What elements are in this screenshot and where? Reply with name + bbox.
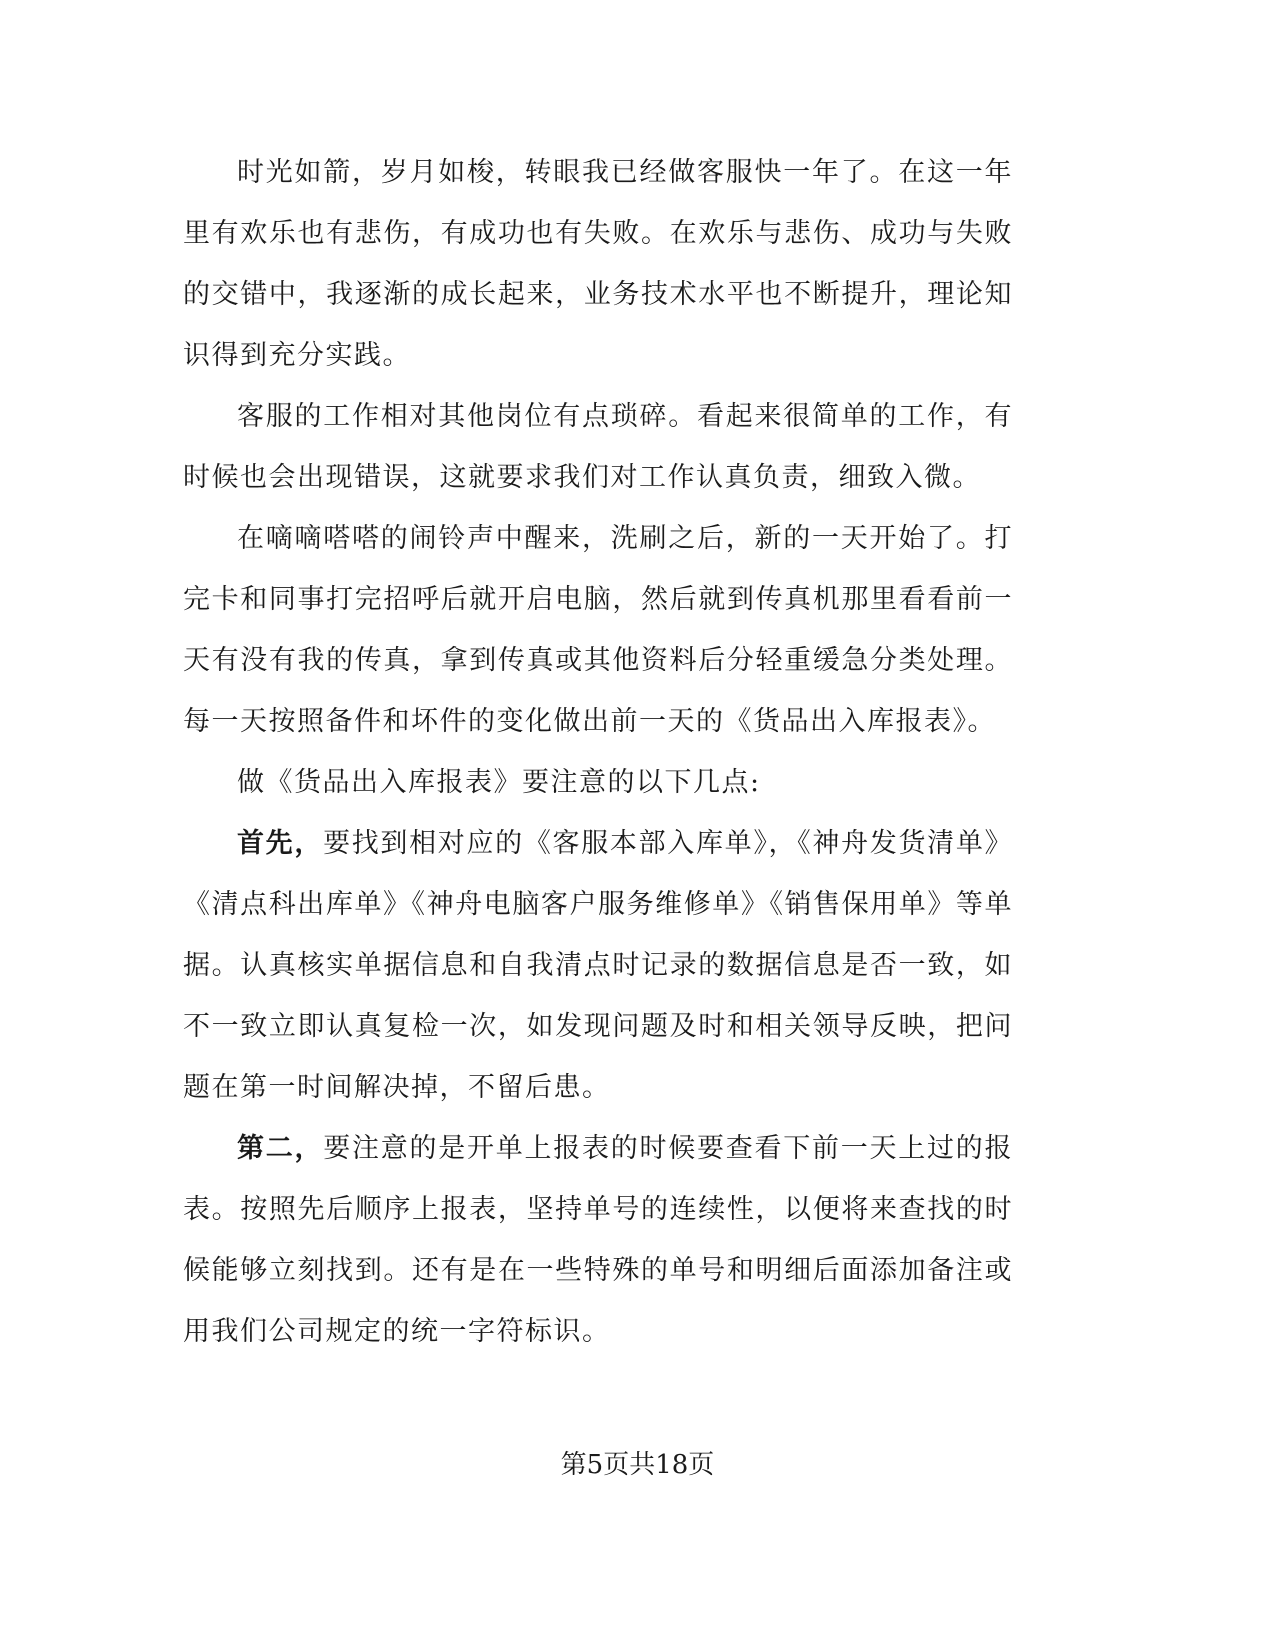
- paragraph-5-text: 要找到相对应的《客服本部入库单》，《神舟发货清单》《清点科出库单》《神舟电脑客户服务维修单》《销售保用单》等单据。认真核实单据信息和自我清点时记录的数据信息是否一致，如不一致立即认真复检一次，如发现问题及时和相关领导反映，把问题在第一时间解决掉，不留后患。: [183, 828, 1014, 1103]
- paragraph-4: [183, 752, 1013, 813]
- paragraph-5: [183, 813, 1013, 1118]
- paragraph-4-text: 做《货品出入库报表》要注意的以下几点:: [237, 767, 761, 798]
- paragraph-6: [183, 1118, 1013, 1362]
- paragraph-6-text: 要注意的是开单上报表的时候要查看下前一天上过的报表。按照先后顺序上报表，坚持单号的连续性，以便将来查找的时候能够立刻找到。还有是在一些特殊的单号和明细后面添加备注或用我们公司规定的统一字符标识。: [183, 1133, 1013, 1347]
- paragraph-1-text: 时光如箭，岁月如梭，转眼我已经做客服快一年了。在这一年里有欢乐也有悲伤，有成功也有失败。在欢乐与悲伤、成功与失败的交错中，我逐渐的成长起来，业务技术水平也不断提升，理论知识得到充分实践。: [183, 157, 1013, 371]
- paragraph-5-lead: 首先，: [237, 828, 324, 859]
- paragraph-6-lead: 第二，: [237, 1133, 324, 1164]
- paragraph-2: [183, 386, 1013, 508]
- paragraph-2-text: 客服的工作相对其他岗位有点琐碎。看起来很简单的工作，有时候也会出现错误，这就要求我们对工作认真负责，细致入微。: [183, 401, 1013, 493]
- document-body: [183, 142, 1013, 1362]
- paragraph-3-text: 在嘀嘀嗒嗒的闹铃声中醒来，洗刷之后，新的一天开始了。打完卡和同事打完招呼后就开启电脑，然后就到传真机那里看看前一天有没有我的传真，拿到传真或其他资料后分轻重缓急分类处理。每一天按照备件和坏件的变化做出前一天的《货品出入库报表》。: [183, 523, 1013, 737]
- paragraph-3: [183, 508, 1013, 752]
- page-number-footer: 第5页共18页: [560, 1450, 715, 1480]
- paragraph-1: [183, 142, 1013, 386]
